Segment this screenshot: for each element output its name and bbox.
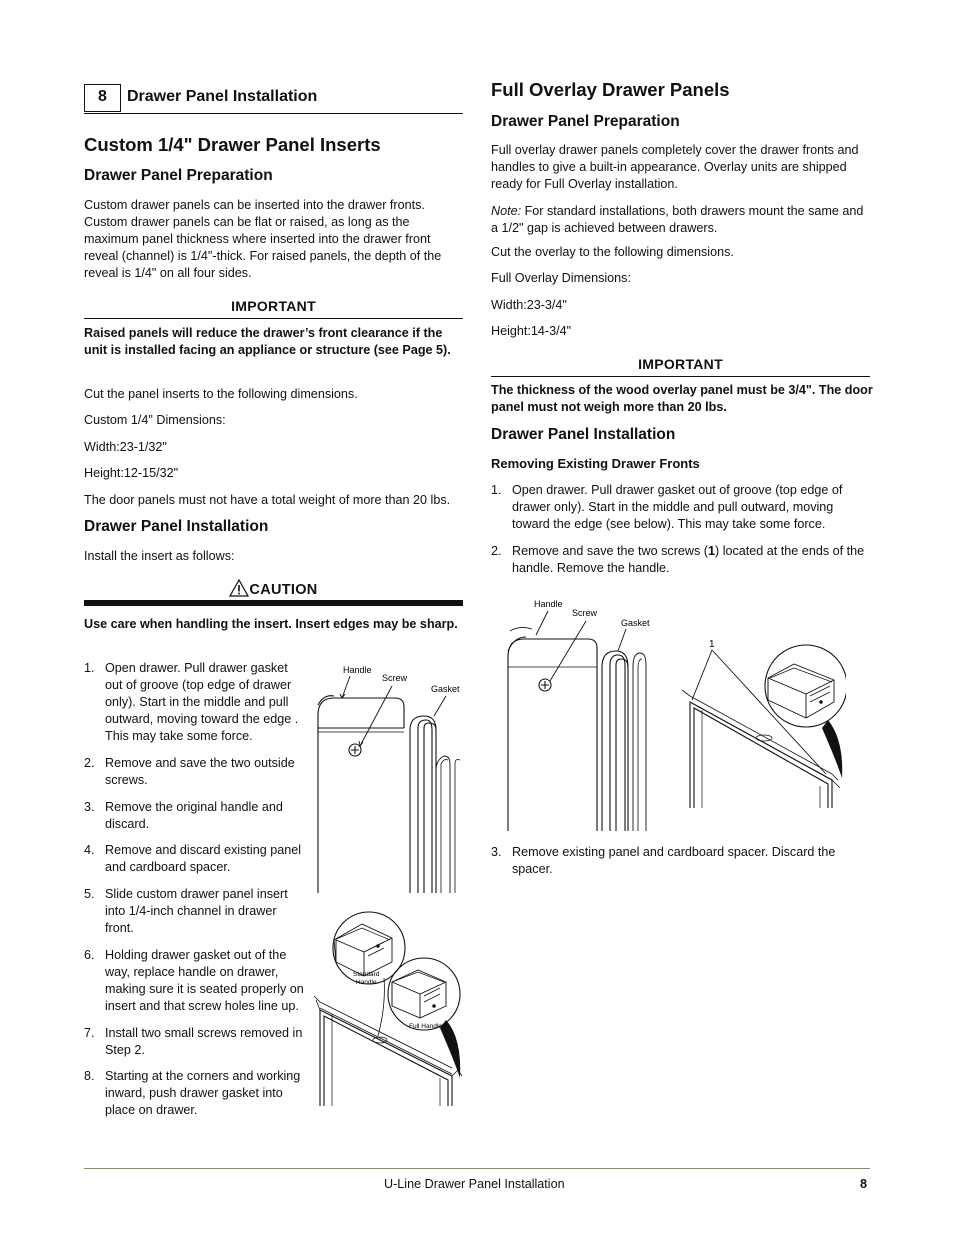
overlay-important-label: IMPORTANT [638,356,723,372]
dims-width: Width:23-1/32" [84,440,167,454]
install-intro: Install the insert as follows: [84,549,235,563]
overlay-note: Note: For standard installations, both drawers mount the same and a 1/2" gap is achieved between drawers. [491,204,864,235]
section-title: Drawer Panel Installation [127,88,318,105]
warning-icon [229,579,249,597]
overlay-gasket-figure [500,595,660,835]
overlay-fig-screw-label: Screw [572,608,598,618]
page-number: 8 [860,1177,868,1191]
overlay-important-rule [491,376,870,377]
footer-title: U-Line Drawer Panel Installation [384,1177,565,1191]
overlay-title: Full Overlay Drawer Panels [491,79,730,100]
caution-bar [84,600,463,606]
overlay-dims-width: Width:23-3/4" [491,298,567,312]
prep-heading: Drawer Panel Preparation [84,167,273,184]
overlay-dims-height: Height:14-3/4" [491,324,572,338]
overlay-fig-gasket-label: Gasket [621,618,650,628]
fig1-screw-label: Screw [382,673,408,683]
fig2-full-handle-label: Full Handle [409,1023,442,1030]
overlay-important-text: The thickness of the wood overlay panel must be 3/4". The door panel must not weigh more than 20 lbs. [491,383,873,414]
overlay-frame-figure [676,630,846,810]
section-rule [84,113,463,114]
install-heading: Drawer Panel Installation [84,518,269,535]
dims-label: Custom 1/4" Dimensions: [84,413,226,427]
important-rule [84,318,463,319]
overlay-fig-handle-label: Handle [534,599,563,609]
note-label: Note: [491,204,522,218]
caution-text: Use care when handling the insert. Insert edges may be sharp. [84,617,458,631]
overlay-prep-text: Full overlay drawer panels completely cover the drawer fronts and handles to give a built-in appearance. Overlay units are shipped ready for Full Overlay installation. [491,143,859,191]
handle-callout-figure [312,910,467,1108]
overlay-cut-text: Cut the overlay to the following dimensions. [491,245,734,259]
removing-heading: Removing Existing Drawer Fronts [491,456,700,471]
overlay-prep-heading: Drawer Panel Preparation [491,113,680,130]
weight-text: The door panels must not have a total weight of more than 20 lbs. [84,493,451,507]
overlay-fig-callout-1: 1 [709,639,715,650]
drawer-gasket-figure [310,660,465,900]
prep-text: Custom drawer panels can be inserted into the drawer fronts. Custom drawer panels can be flat or raised, as long as the maximum panel thickness where inserted into the drawer front reveal (channel) is 1/4"-thick. For raised panels, the depth of the reveal is 1/4" on all four sides. [84,198,442,280]
caution-label: CAUTION [249,582,318,598]
cut-text: Cut the panel inserts to the following dimensions. [84,387,358,401]
fig2-standard-label-2: Handle [356,979,377,986]
dims-height: Height:12-15/32" [84,466,179,480]
fig1-gasket-label: Gasket [431,684,460,694]
section-number: 8 [98,88,107,105]
footer-rule [84,1168,870,1169]
caution-header [84,579,463,599]
overlay-dims-label: Full Overlay Dimensions: [491,271,631,285]
important-label: IMPORTANT [231,298,316,314]
fig1-handle-label: Handle [343,665,372,675]
page-title: Custom 1/4" Drawer Panel Inserts [84,134,381,155]
important-text: Raised panels will reduce the drawer’s front clearance if the unit is installed facing an appliance or structure (see Page 5). [84,326,451,357]
fig2-standard-label-1: Standard [353,971,380,978]
overlay-install-heading: Drawer Panel Installation [491,426,676,443]
